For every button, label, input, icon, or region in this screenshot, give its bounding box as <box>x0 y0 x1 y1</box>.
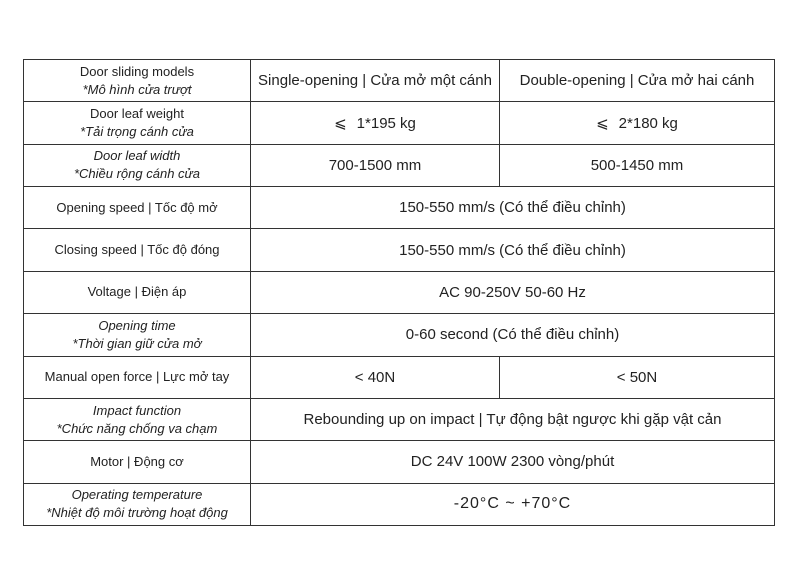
value-cell <box>251 314 775 356</box>
table-row <box>24 314 775 356</box>
value-text: < 50N <box>616 368 658 386</box>
value-text: Rebounding up on impact | Tự động bật ngược khi gặp vật cản <box>303 411 722 429</box>
value-cell <box>251 398 775 440</box>
value-cell <box>251 441 775 483</box>
row-label <box>24 271 251 313</box>
table-row <box>24 187 775 229</box>
value-text: 150-550 mm/s (Có thể điều chỉnh) <box>399 199 626 217</box>
table-row <box>24 229 775 271</box>
row-label <box>24 102 251 144</box>
label-vi: *Chiều rộng cánh cửa <box>73 166 201 182</box>
label-en: Voltage | Điện áp <box>87 284 187 300</box>
less-equal-icon: ⩽ <box>334 115 347 133</box>
value-text: 2*180 kg <box>618 115 678 133</box>
value-text: 150-550 mm/s (Có thể điều chỉnh) <box>399 241 626 259</box>
label-en: Door sliding models <box>79 63 195 79</box>
value-text: DC 24V 100W 2300 vòng/phút <box>410 453 615 471</box>
label-en: Opening speed | Tốc độ mở <box>56 199 218 215</box>
value-cell <box>500 356 775 398</box>
label-vi: *Mô hình cửa trượt <box>82 81 192 97</box>
table-row <box>24 441 775 483</box>
value-cell <box>500 60 775 102</box>
label-en: Impact function <box>92 402 182 418</box>
label-en: Closing speed | Tốc độ đóng <box>54 242 220 258</box>
label-vi: *Nhiệt độ môi trường hoạt động <box>46 505 228 521</box>
value-text: 0-60 second (Có thể điều chỉnh) <box>405 326 620 344</box>
label-en: Operating temperature <box>71 487 203 503</box>
value-text: -20°C ~ +70°C <box>453 495 572 513</box>
row-label <box>24 187 251 229</box>
value-text: 700-1500 mm <box>328 156 422 174</box>
row-label <box>24 441 251 483</box>
spec-table <box>23 59 775 526</box>
value-cell <box>251 229 775 271</box>
value-text: AC 90-250V 50-60 Hz <box>439 283 586 301</box>
value-text: 1*195 kg <box>356 115 416 133</box>
label-en: Opening time <box>98 317 176 333</box>
table-row <box>24 398 775 440</box>
value-text: Single-opening | Cửa mở một cánh <box>258 72 492 90</box>
table-row <box>24 483 775 525</box>
value-cell <box>251 271 775 313</box>
row-label <box>24 398 251 440</box>
label-vi: *Chức năng chống va chạm <box>56 420 218 436</box>
row-label <box>24 60 251 102</box>
table-row <box>24 356 775 398</box>
value-cell <box>251 356 500 398</box>
value-text: < 40N <box>354 368 396 386</box>
value-cell <box>500 144 775 186</box>
label-vi: *Thời gian giữ cửa mở <box>72 335 202 351</box>
value-cell <box>251 102 500 144</box>
table-row <box>24 60 775 102</box>
value-cell <box>251 144 500 186</box>
label-en: Door leaf width <box>93 148 181 164</box>
value-cell <box>251 483 775 525</box>
row-label <box>24 356 251 398</box>
label-en: Manual open force | Lực mở tay <box>44 369 230 385</box>
value-text: Double-opening | Cửa mở hai cánh <box>519 72 755 90</box>
value-cell <box>500 102 775 144</box>
row-label <box>24 229 251 271</box>
row-label <box>24 314 251 356</box>
label-vi: *Tải trọng cánh cửa <box>80 124 194 140</box>
table-row <box>24 271 775 313</box>
row-label <box>24 144 251 186</box>
value-text: 500-1450 mm <box>590 156 684 174</box>
label-en: Motor | Động cơ <box>90 453 184 469</box>
value-cell <box>251 60 500 102</box>
label-en: Door leaf weight <box>90 106 184 122</box>
value-cell <box>251 187 775 229</box>
table-row <box>24 144 775 186</box>
less-equal-icon: ⩽ <box>596 115 609 133</box>
table-row <box>24 102 775 144</box>
row-label <box>24 483 251 525</box>
